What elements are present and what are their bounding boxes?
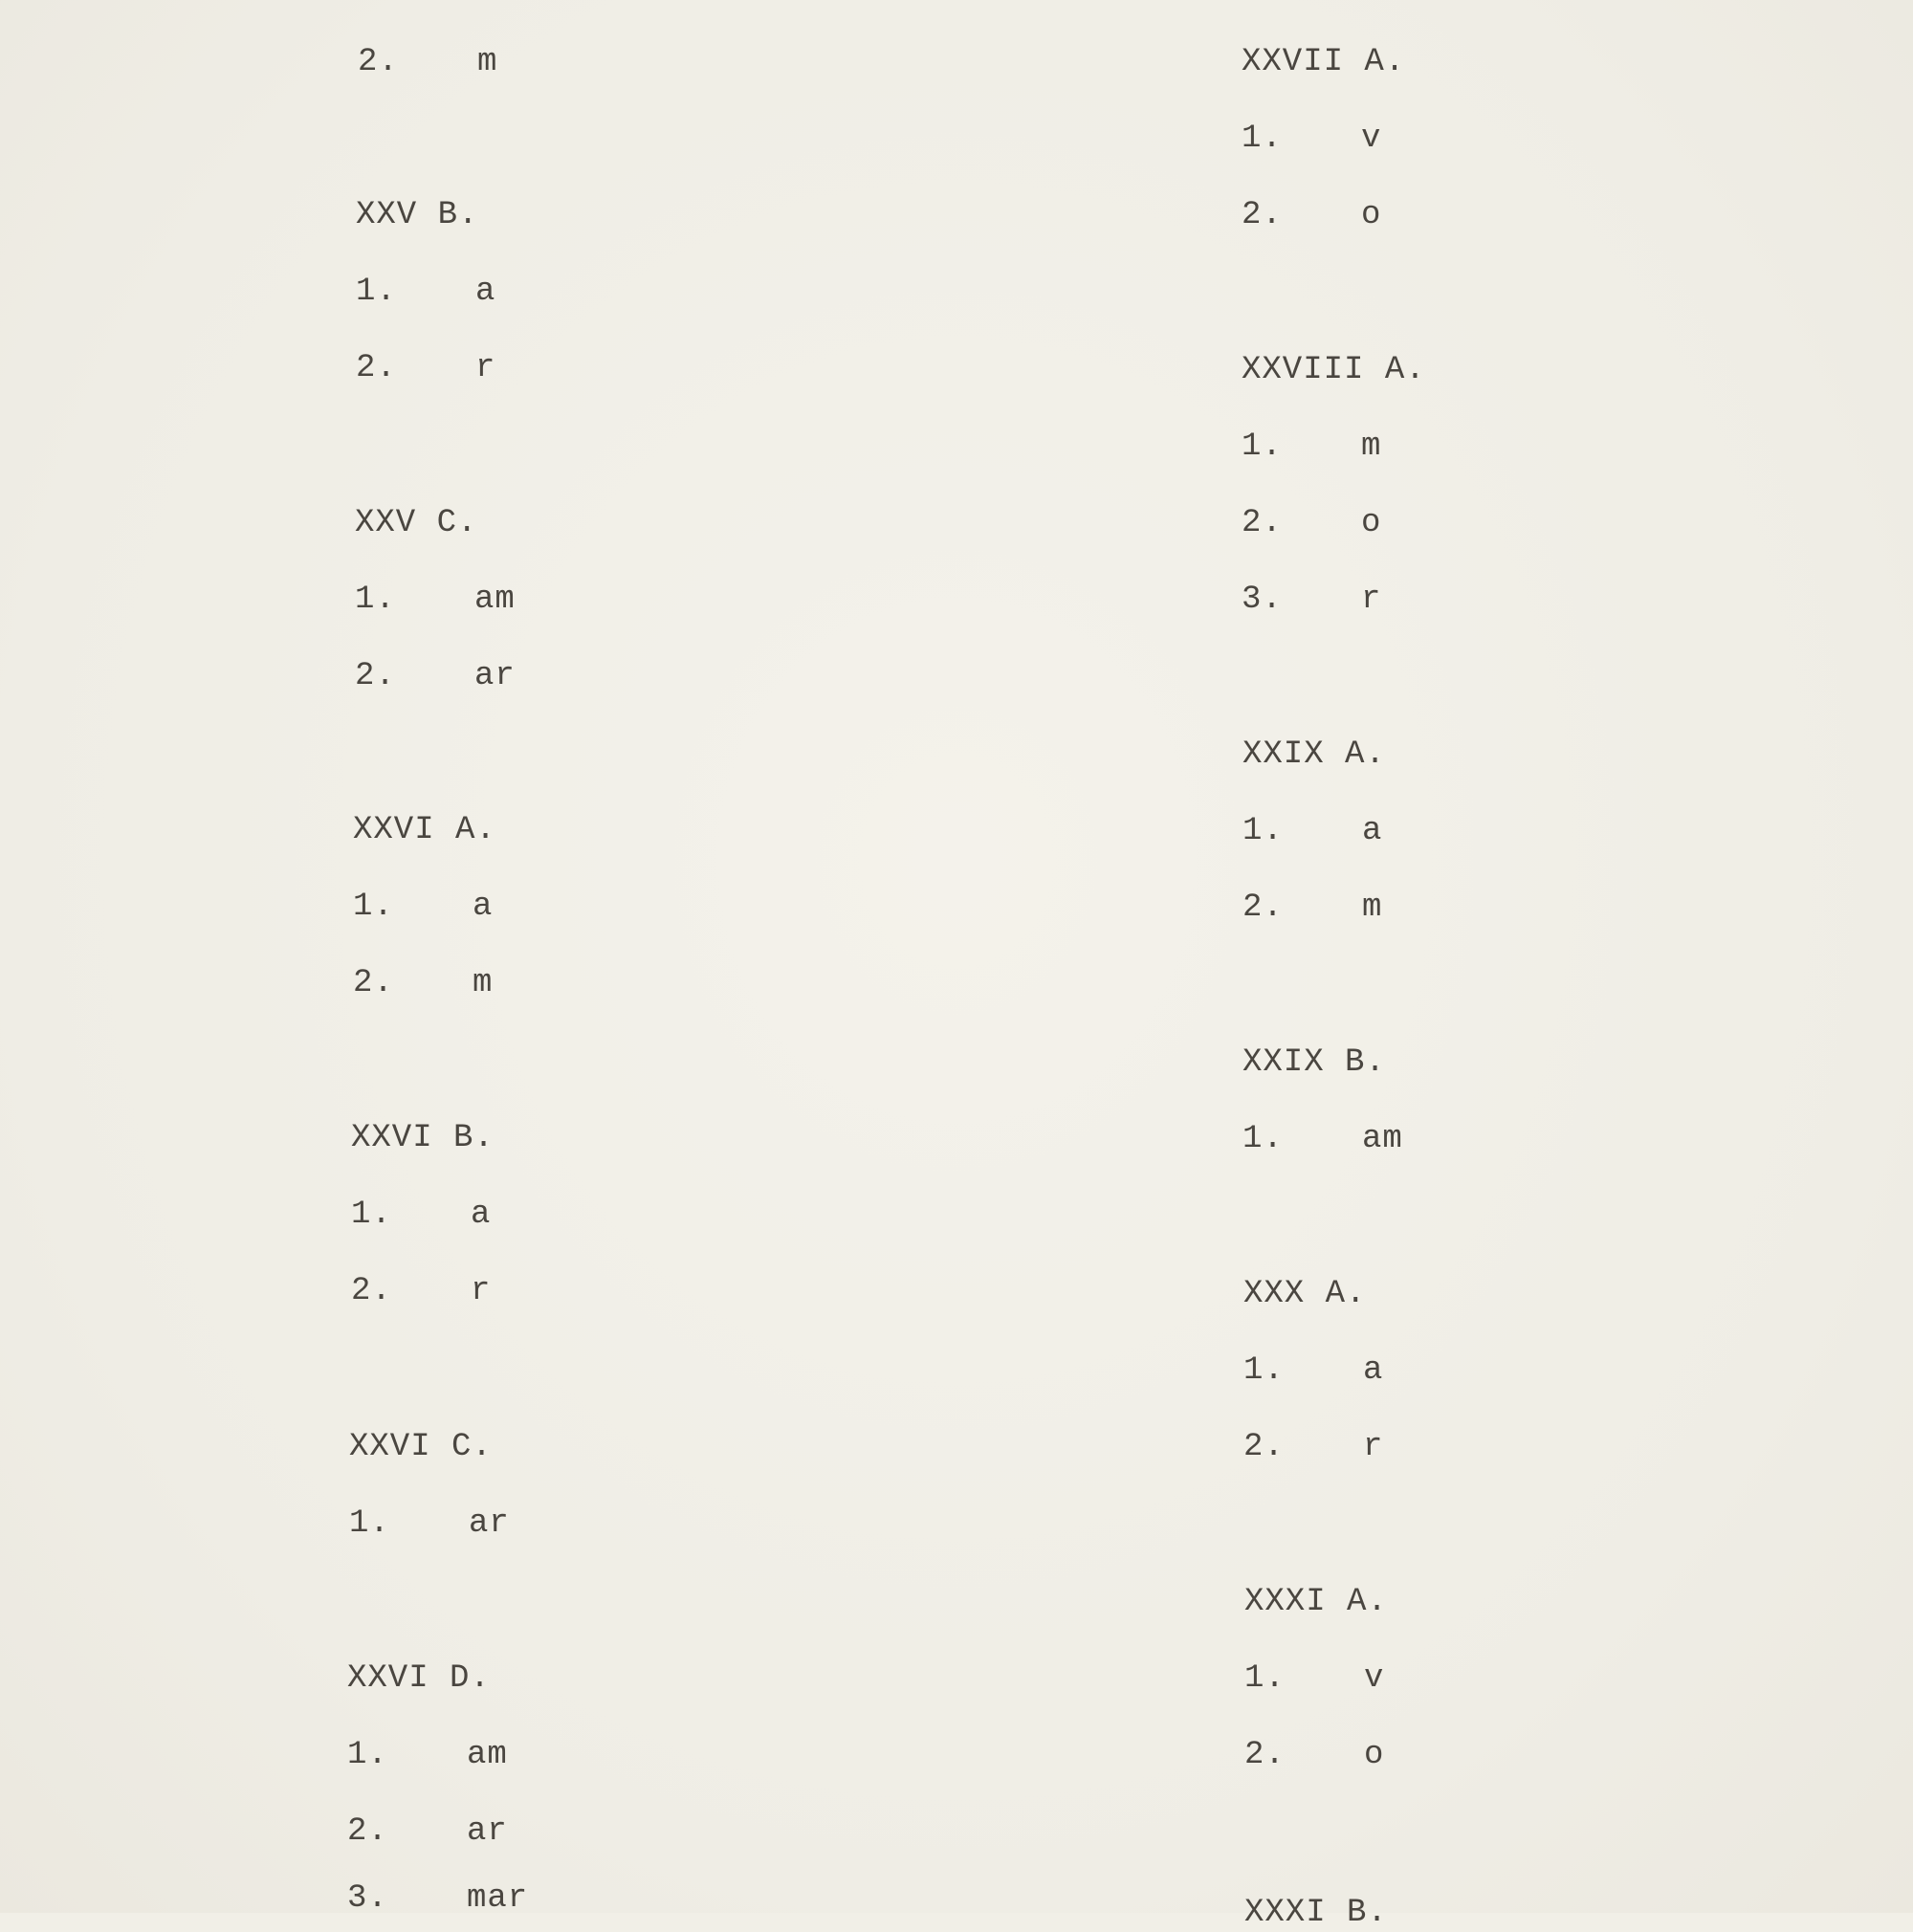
- item-number: 1.: [347, 1737, 388, 1773]
- item-answer: r: [1363, 1429, 1384, 1465]
- section-heading: XXIX B.: [1242, 1044, 1386, 1081]
- item-number: 2.: [353, 965, 394, 1001]
- answer-item: [1244, 1736, 1384, 1774]
- section-heading: XXXI A.: [1244, 1584, 1388, 1620]
- item-number: 1.: [353, 889, 394, 925]
- item-answer: a: [471, 1197, 492, 1233]
- answer-item: [1243, 1428, 1383, 1466]
- item-number: 2.: [1243, 1429, 1285, 1465]
- item-number: 1.: [351, 1197, 392, 1233]
- section-heading: XXX A.: [1243, 1276, 1367, 1312]
- item-number: 2.: [358, 44, 399, 80]
- section-heading: XXXI B.: [1244, 1895, 1388, 1931]
- answer-item: [355, 657, 516, 695]
- item-answer: r: [1361, 582, 1382, 618]
- section-heading: XXVI C.: [349, 1429, 493, 1465]
- item-number: 2.: [1242, 197, 1283, 233]
- answer-item: [351, 1272, 491, 1310]
- answer-item: [356, 273, 495, 311]
- item-answer: o: [1361, 197, 1382, 233]
- answer-item: [358, 43, 497, 81]
- section-heading: XXVI B.: [351, 1120, 495, 1156]
- answer-item: [353, 888, 493, 926]
- item-answer: o: [1361, 505, 1382, 541]
- item-answer: a: [475, 274, 496, 310]
- answer-item: [1242, 1120, 1403, 1158]
- item-answer: am: [1362, 1121, 1403, 1157]
- answer-item: [1242, 581, 1381, 619]
- item-answer: am: [467, 1737, 508, 1773]
- answer-item: [1244, 1659, 1384, 1698]
- section-heading: XXVIII A.: [1242, 352, 1426, 388]
- item-answer: m: [477, 44, 498, 80]
- item-number: 2.: [347, 1813, 388, 1850]
- answer-item: [1242, 812, 1382, 850]
- item-number: 1.: [349, 1505, 390, 1542]
- item-number: 1.: [1242, 428, 1283, 465]
- item-number: 2.: [1242, 889, 1284, 926]
- item-number: 2.: [355, 658, 396, 694]
- answer-item: [1242, 196, 1381, 234]
- item-number: 1.: [1244, 1660, 1286, 1697]
- answer-item: [349, 1504, 510, 1543]
- answer-item: [347, 1736, 508, 1774]
- item-answer: m: [473, 965, 494, 1001]
- section-heading: XXVI D.: [347, 1660, 491, 1697]
- answer-item: [355, 581, 516, 619]
- item-number: 1.: [1242, 813, 1284, 849]
- section-heading: XXVI A.: [353, 812, 496, 848]
- answer-item: [347, 1879, 528, 1918]
- item-answer: ar: [469, 1505, 510, 1542]
- item-answer: m: [1361, 428, 1382, 465]
- item-answer: a: [473, 889, 494, 925]
- section-heading: XXVII A.: [1242, 44, 1406, 80]
- item-number: 3.: [1242, 582, 1283, 618]
- answer-item: [1242, 504, 1381, 542]
- answer-item: [1242, 889, 1382, 927]
- item-number: 2.: [1244, 1737, 1286, 1773]
- answer-item: [1242, 428, 1381, 466]
- item-answer: m: [1362, 889, 1383, 926]
- item-number: 2.: [356, 350, 397, 386]
- item-answer: mar: [467, 1880, 529, 1917]
- item-number: 2.: [351, 1273, 392, 1309]
- item-number: 1.: [1243, 1352, 1285, 1389]
- answer-item: [351, 1196, 491, 1234]
- section-heading: XXIX A.: [1242, 736, 1386, 773]
- section-heading: XXV B.: [356, 197, 479, 233]
- item-answer: am: [474, 582, 516, 618]
- item-answer: a: [1362, 813, 1383, 849]
- item-number: 1.: [356, 274, 397, 310]
- item-answer: v: [1361, 121, 1382, 157]
- answer-item: [1242, 120, 1381, 158]
- item-number: 1.: [1242, 121, 1283, 157]
- item-number: 1.: [1242, 1121, 1284, 1157]
- answer-item: [347, 1812, 508, 1851]
- item-answer: ar: [474, 658, 516, 694]
- item-answer: a: [1363, 1352, 1384, 1389]
- item-answer: r: [475, 350, 496, 386]
- item-answer: r: [471, 1273, 492, 1309]
- answer-item: [1243, 1351, 1383, 1390]
- item-number: 2.: [1242, 505, 1283, 541]
- section-heading: XXV C.: [355, 505, 478, 541]
- item-answer: v: [1364, 1660, 1385, 1697]
- item-number: 1.: [355, 582, 396, 618]
- answer-item: [356, 349, 495, 387]
- answer-item: [353, 964, 493, 1002]
- item-number: 3.: [347, 1880, 388, 1917]
- item-answer: ar: [467, 1813, 508, 1850]
- item-answer: o: [1364, 1737, 1385, 1773]
